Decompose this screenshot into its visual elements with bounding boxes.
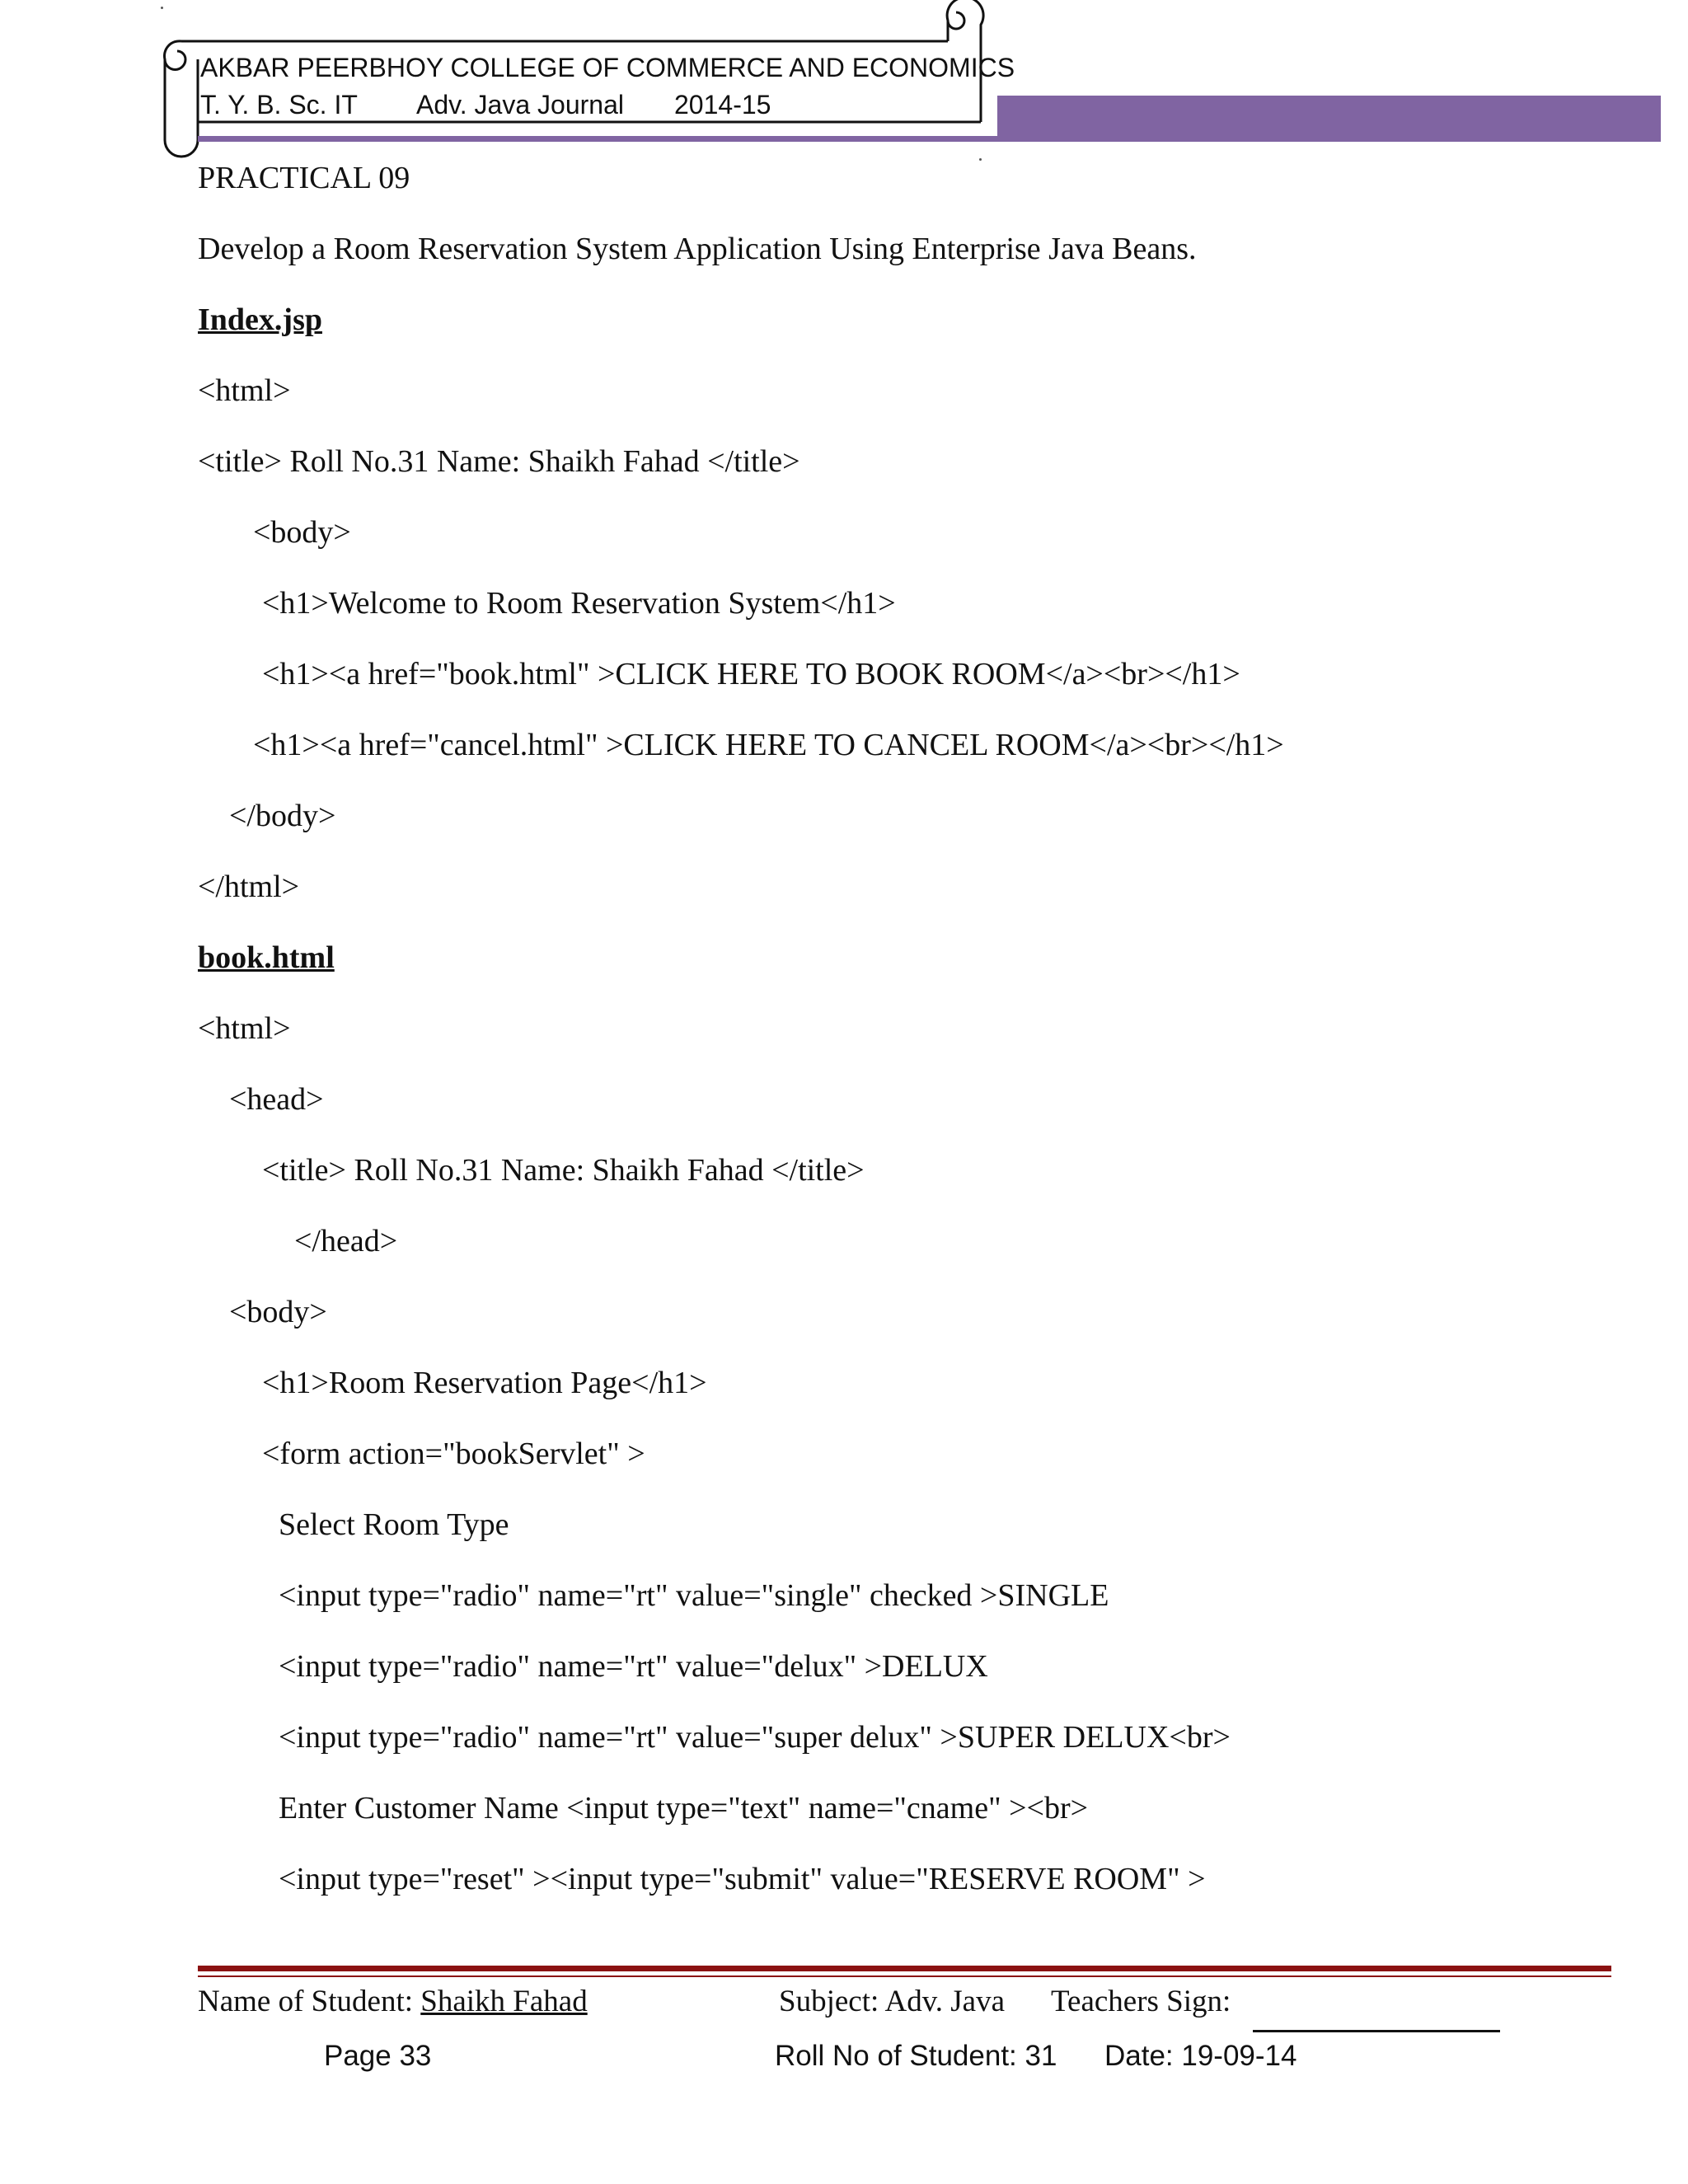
code-line: <input type="reset" ><input type="submit" value="RESERVE ROOM" > [279,1862,1206,1896]
code-line: <html> [198,1011,291,1046]
code-line: <html> [198,373,291,408]
date-field: Date: 19-09-14 [1104,2040,1297,2072]
page-number: Page 33 [324,2040,432,2072]
student-name-field [198,1985,588,2019]
practical-aim: Develop a Room Reservation System Application Using Enterprise Java Beans. [198,232,1197,266]
code-line: </body> [229,799,336,833]
code-line: <h1>Welcome to Room Reservation System</h1> [262,586,896,621]
header-underline [198,136,997,142]
code-line: <title> Roll No.31 Name: Shaikh Fahad </title> [262,1153,865,1188]
student-label: Name of Student: [198,1985,421,2018]
code-line: Select Room Type [279,1507,509,1542]
header-accent-bar [997,96,1661,142]
code-line: </head> [294,1224,398,1258]
scan-speck [161,7,163,9]
code-line: <form action="bookServlet" > [262,1436,645,1471]
code-line: <body> [253,515,351,550]
code-line: <h1><a href="book.html" >CLICK HERE TO BOOK ROOM</a><br></h1> [262,657,1240,691]
college-name: AKBAR PEERBHOY COLLEGE OF COMMERCE AND ECONOMICS [200,53,1015,82]
practical-title: PRACTICAL 09 [198,161,410,195]
journal-name: Adv. Java Journal [416,90,624,120]
code-line: <input type="radio" name="rt" value="single" checked >SINGLE [279,1578,1109,1613]
code-line: </html> [198,869,300,904]
code-line: <h1><a href="cancel.html" >CLICK HERE TO CANCEL ROOM</a><br></h1> [253,728,1284,762]
code-line: <head> [229,1082,324,1117]
class-name: T. Y. B. Sc. IT [200,90,358,120]
code-line: Enter Customer Name <input type="text" name="cname" ><br> [279,1791,1089,1825]
file-heading-index-jsp: Index.jsp [198,302,322,337]
footer-rule [198,1966,1611,1971]
scan-speck [979,158,982,161]
roll-number: Roll No of Student: 31 [775,2040,1057,2072]
footer-rule-thin [198,1975,1611,1977]
file-heading-book-html: book.html [198,940,335,975]
code-line: <input type="radio" name="rt" value="super delux" >SUPER DELUX<br> [279,1720,1231,1755]
signature-line [1253,2030,1500,2032]
code-line: <title> Roll No.31 Name: Shaikh Fahad </title> [198,444,800,479]
teacher-sign-label: Teachers Sign: [1051,1985,1231,2018]
subject-field: Subject: Adv. Java [779,1985,1006,2018]
academic-year: 2014-15 [674,90,771,120]
student-name: Shaikh Fahad [420,1985,588,2018]
code-line: <h1>Room Reservation Page</h1> [262,1366,707,1400]
code-line: <input type="radio" name="rt" value="delux" >DELUX [279,1649,988,1684]
code-line: <body> [229,1295,327,1329]
